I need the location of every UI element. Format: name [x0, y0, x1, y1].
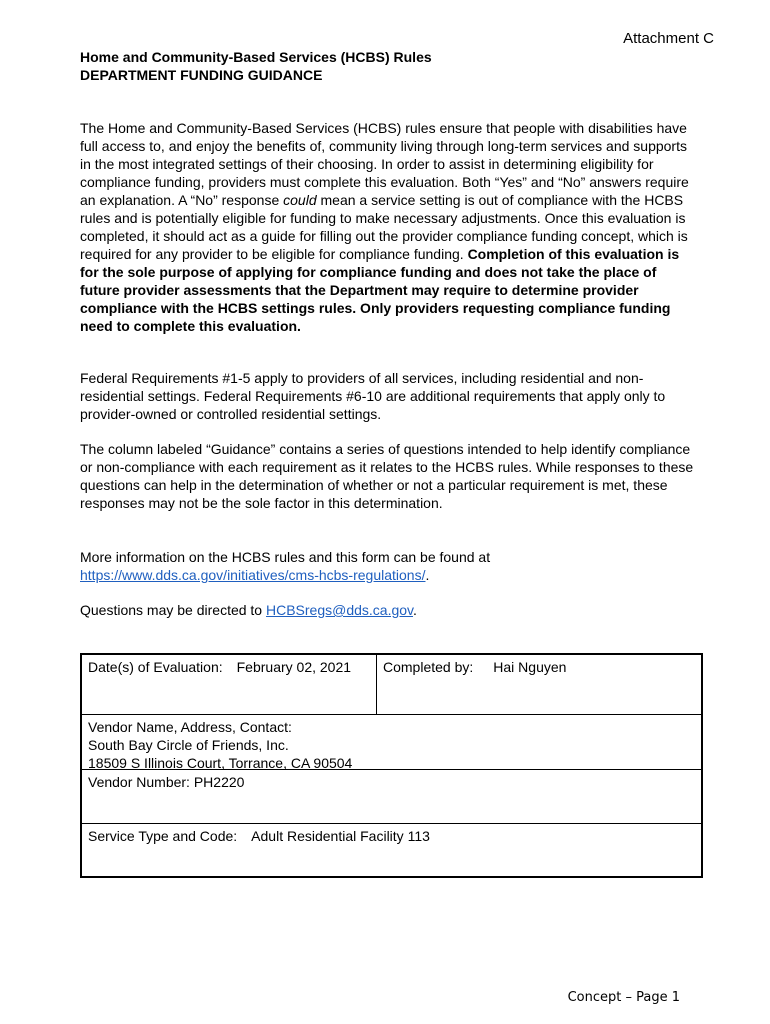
vendor-label: Vendor Name, Address, Contact: [88, 719, 292, 735]
form-row-date-completed [82, 655, 701, 715]
intro-text-part2: mean a service setting is out of compliance with the HCBS rules and is potentially eligible for funding to make necessary adjustments. Once this evaluation is completed, it should act as a guide for filling out the provider compliance funding concept, which is required for any provider to be eligible for compliance funding. [80, 192, 688, 262]
date-of-evaluation-cell [82, 655, 377, 714]
form-row-service-type [82, 824, 701, 876]
form-row-vendor [82, 715, 701, 770]
completed-by-cell [377, 655, 701, 714]
completed-by-value: Hai Nguyen [493, 659, 567, 675]
hcbs-regulations-link[interactable]: https://www.dds.ca.gov/initiatives/cms-hcbs-regulations/ [80, 567, 426, 583]
date-of-evaluation-label: Date(s) of Evaluation: [88, 659, 223, 675]
vendor-number: Vendor Number: PH2220 [88, 774, 245, 790]
service-type-cell [82, 824, 436, 876]
document-header [80, 48, 432, 84]
header-subtitle: DEPARTMENT FUNDING GUIDANCE [80, 67, 323, 83]
more-info-text: More information on the HCBS rules and this form can be found at [80, 549, 491, 565]
intro-paragraph [80, 119, 698, 335]
vendor-name: South Bay Circle of Friends, Inc. [88, 737, 289, 753]
evaluation-form-table [80, 653, 703, 878]
service-type-label: Service Type and Code: [88, 828, 238, 844]
questions-suffix: . [413, 602, 417, 618]
header-title: Home and Community-Based Services (HCBS) Rules [80, 49, 432, 65]
page-footer: Concept – Page 1 [567, 990, 680, 1005]
questions-paragraph [80, 601, 698, 619]
intro-bold-text: Completion of this evaluation is for the sole purpose of applying for compliance funding and does not take the place of future provider assessments that the Department may require to determine provider compliance with the HCBS settings rules. Only providers requesting compliance funding need to complete this evaluation. [80, 246, 680, 334]
federal-requirements-paragraph: Federal Requirements #1-5 apply to providers of all services, including residential and non-residential settings. Federal Requirements #6-10 are additional requirements that apply only to provider-owned or controlled residential settings. [80, 370, 666, 422]
vendor-address: 18509 S Illinois Court, Torrance, CA 90504 [88, 755, 353, 771]
date-of-evaluation-value: February 02, 2021 [236, 659, 352, 675]
hcbs-email-link[interactable]: HCBSregs@dds.ca.gov [266, 602, 414, 618]
questions-text: Questions may be directed to [80, 602, 266, 618]
service-type-value: Adult Residential Facility 113 [251, 828, 430, 844]
completed-by-label: Completed by: [383, 659, 474, 675]
intro-italic-word: could [283, 192, 317, 208]
form-row-vendor-number [82, 770, 701, 824]
more-info-suffix: . [425, 567, 430, 583]
guidance-column-paragraph: The column labeled “Guidance” contains a series of questions intended to help identify compliance or non-compliance with each requirement as it relates to the HCBS rules. While responses to these questions can help in the determination of whether or not a particular requirement is met, these responses may not be the sole factor in this determination. [80, 441, 694, 511]
more-info-paragraph [80, 548, 698, 584]
attachment-label: Attachment C [623, 30, 714, 47]
vendor-cell [82, 715, 358, 769]
intro-text-part1: The Home and Community-Based Services (HCBS) rules ensure that people with disabilities have full access to, and enjoy the benefits of, community living through long-term services and supports in the most integrated settings of their choosing. In order to assist in determining eligibility for compliance funding, providers must complete this evaluation. Both “Yes” and “No” answers require an explanation. A “No” response [80, 120, 689, 208]
